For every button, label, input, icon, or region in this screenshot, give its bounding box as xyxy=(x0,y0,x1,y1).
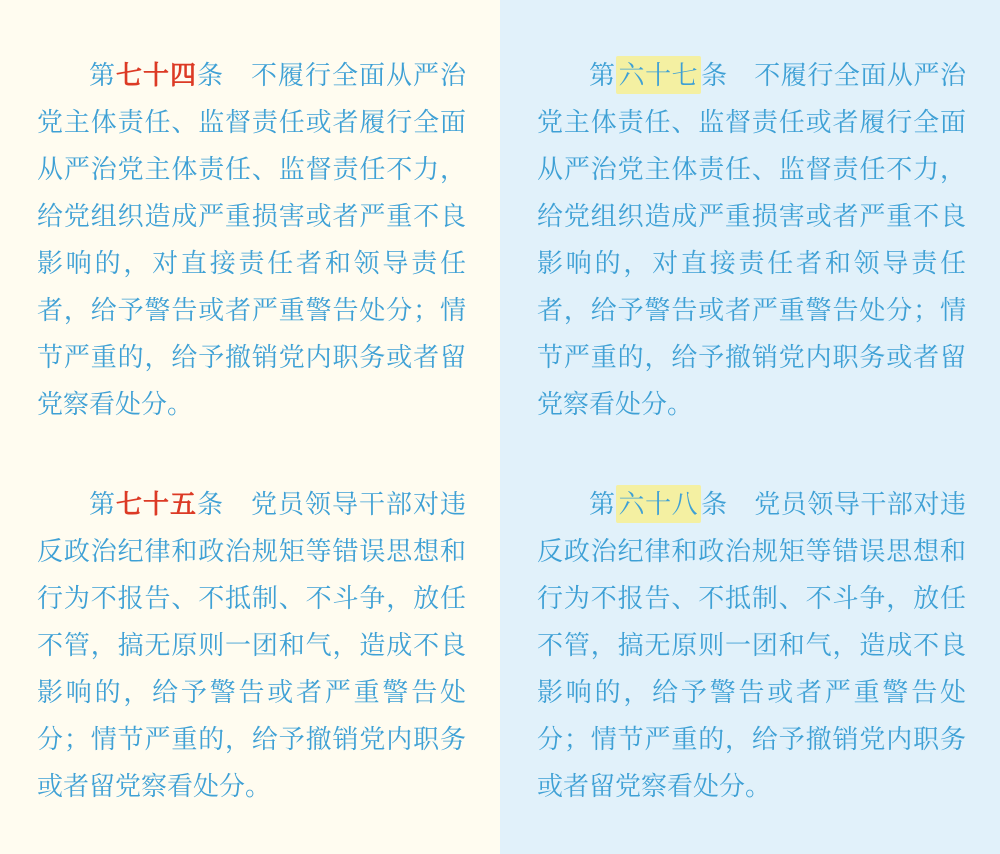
clause-paragraph-68 xyxy=(537,481,966,810)
clause-suffix: 条 xyxy=(196,489,224,519)
clause-separator xyxy=(728,489,755,519)
clause-separator xyxy=(728,60,755,90)
clause-body: 不履行全面从严治党主体责任、监督责任或者履行全面从严治党主体责任、监督责任不力，给党组织造成严重损害或者严重不良影响的，对直接责任者和领导责任者，给予警告或者严重警告处分；情节严重的，给予撤销党内职务或者留党察看处分。 xyxy=(37,60,466,419)
clause-number-highlighted: 六十七 xyxy=(616,56,702,94)
clause-number-red: 七十五 xyxy=(116,489,197,519)
clause-number-red: 七十四 xyxy=(116,60,197,90)
clause-suffix: 条 xyxy=(196,60,224,90)
clause-suffix: 条 xyxy=(701,489,728,519)
clause-body: 不履行全面从严治党主体责任、监督责任或者履行全面从严治党主体责任、监督责任不力，给党组织造成严重损害或者严重不良影响的，对直接责任者和领导责任者，给予警告或者严重警告处分；情节严重的，给予撤销党内职务或者留党察看处分。 xyxy=(537,60,966,419)
clause-paragraph-75 xyxy=(37,481,466,810)
clause-body: 党员领导干部对违反政治纪律和政治规矩等错误思想和行为不报告、不抵制、不斗争，放任不管，搞无原则一团和气，造成不良影响的，给予警告或者严重警告处分；情节严重的，给予撤销党内职务或者留党察看处分。 xyxy=(37,489,466,801)
clause-prefix: 第 xyxy=(89,60,116,90)
clause-prefix: 第 xyxy=(589,60,616,90)
clause-paragraph-67 xyxy=(537,52,966,428)
clause-suffix: 条 xyxy=(701,60,728,90)
clause-number-highlighted: 六十八 xyxy=(616,485,702,523)
clause-paragraph-74 xyxy=(37,52,466,428)
clause-prefix: 第 xyxy=(89,489,116,519)
clause-separator xyxy=(224,489,251,519)
clause-separator xyxy=(224,60,251,90)
clause-prefix: 第 xyxy=(589,489,616,519)
clause-body: 党员领导干部对违反政治纪律和政治规矩等错误思想和行为不报告、不抵制、不斗争，放任不管，搞无原则一团和气，造成不良影响的，给予警告或者严重警告处分；情节严重的，给予撤销党内职务或者留党察看处分。 xyxy=(537,489,966,801)
right-column-new-version xyxy=(500,0,1000,854)
